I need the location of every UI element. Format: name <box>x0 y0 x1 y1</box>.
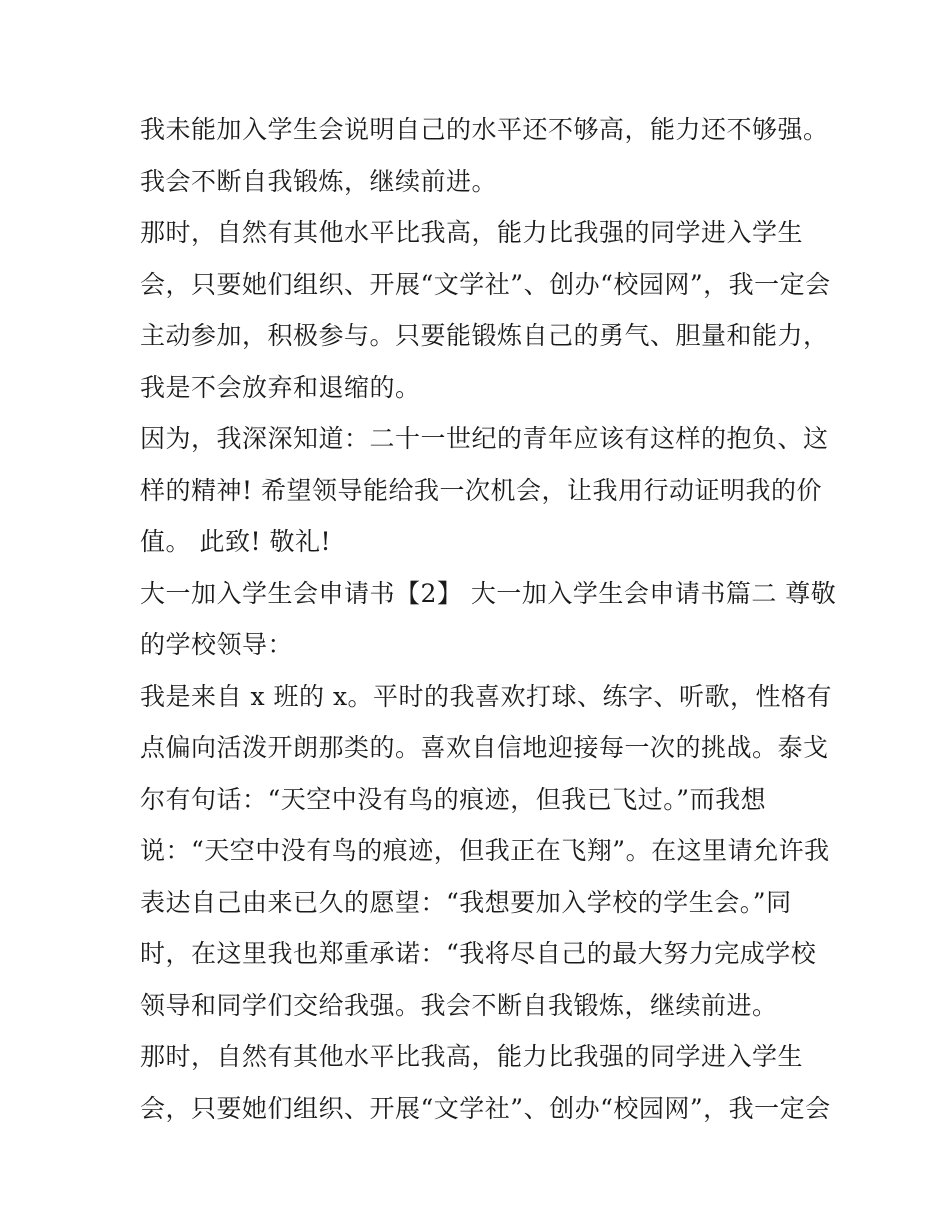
text-line: 因为，我深深知道：二十一世纪的青年应该有这样的抱负、这 <box>140 424 829 453</box>
section-heading-line: 大一加入学生会申请书【2】 大一加入学生会申请书篇二 尊敬 <box>140 578 837 608</box>
body-text <box>140 104 837 1134</box>
text-line: 的学校领导： <box>140 630 294 659</box>
text-line: 尔有句话：“天空中没有鸟的痕迹，但我已飞过。”而我想 <box>140 784 767 814</box>
text-line: 我会不断自我锻炼，继续前进。 <box>140 166 498 196</box>
text-line: 会，只要她们组织、开展“文学社”、创办“校园网”，我一定会 <box>140 269 831 299</box>
text-line: 值。 此致! 敬礼! <box>140 527 331 556</box>
text-line: 我是来自 x 班的 x。平时的我喜欢打球、练字、听歌，性格有 <box>140 681 833 711</box>
text-line: 会，只要她们组织、开展“文学社”、创办“校园网”，我一定会 <box>140 1093 831 1123</box>
text-line: 表达自己由来已久的愿望：“我想要加入学校的学生会。”同 <box>140 887 792 917</box>
text-line: 主动参加，积极参与。只要能锻炼自己的勇气、胆量和能力， <box>140 321 829 350</box>
text-line: 我是不会放弃和退缩的。 <box>140 372 421 402</box>
text-line: 时，在这里我也郑重承诺：“我将尽自己的最大努力完成学校 <box>140 939 817 968</box>
text-line: 样的精神! 希望领导能给我一次机会，让我用行动证明我的价 <box>140 475 822 505</box>
text-line: 我未能加入学生会说明自己的水平还不够高，能力还不够强。 <box>140 115 829 144</box>
text-line: 那时，自然有其他水平比我高，能力比我强的同学进入学生 <box>140 1042 804 1071</box>
text-line: 领导和同学们交给我强。我会不断自我锻炼，继续前进。 <box>140 990 778 1020</box>
text-line: 说：“天空中没有鸟的痕迹，但我正在飞翔”。在这里请允许我 <box>140 836 830 865</box>
text-line: 点偏向活泼开朗那类的。喜欢自信地迎接每一次的挑战。泰戈 <box>140 733 829 762</box>
text-line: 那时，自然有其他水平比我高，能力比我强的同学进入学生 <box>140 218 804 247</box>
